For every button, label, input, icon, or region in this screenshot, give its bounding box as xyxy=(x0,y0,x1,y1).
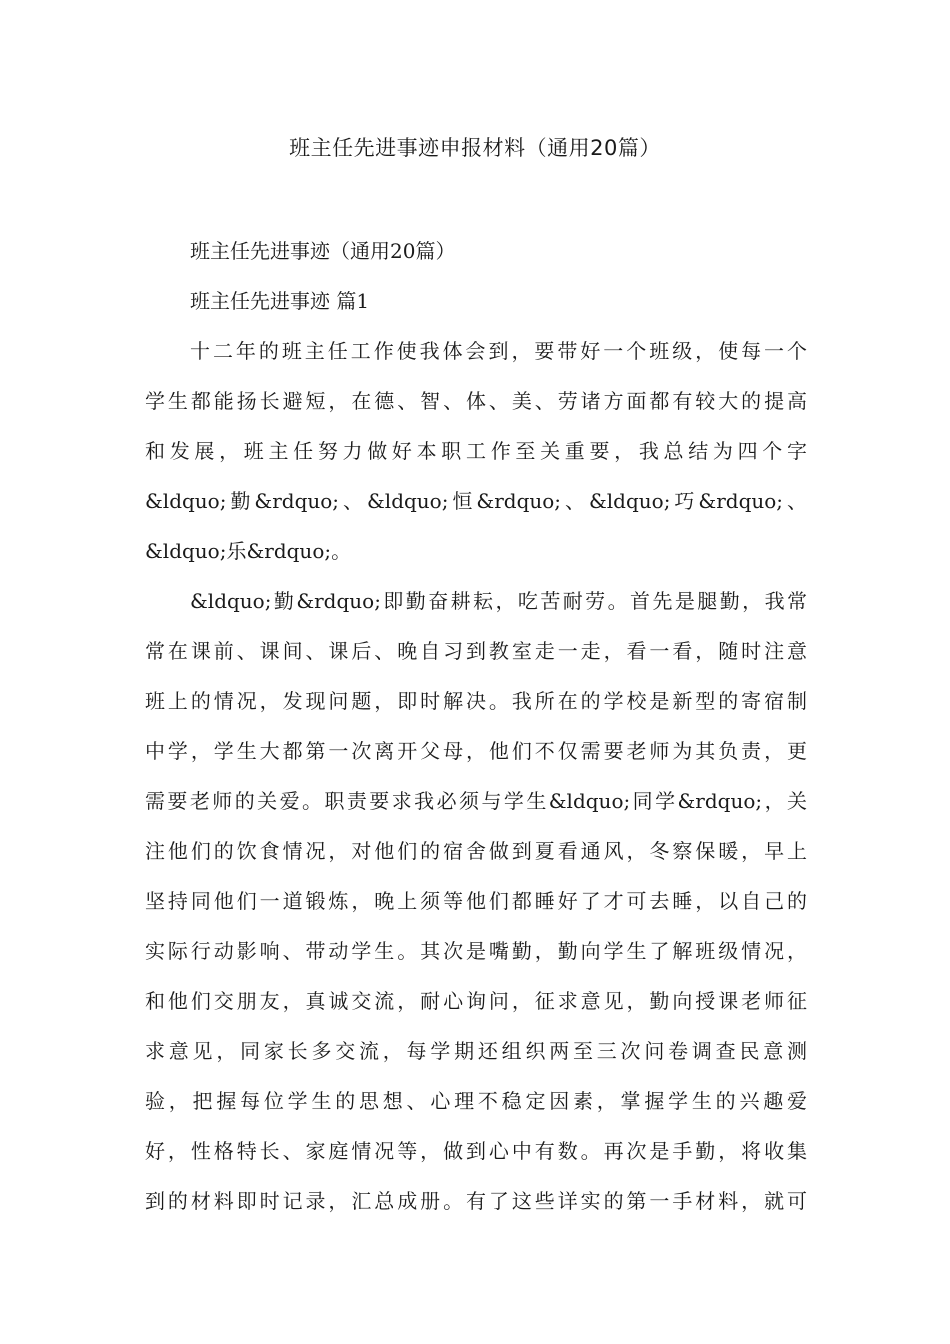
paragraph-line: 学生都能扬长避短，在德、智、体、美、劳诸方面都有较大的提高 xyxy=(145,389,807,413)
paragraph-line: 班上的情况，发现问题，即时解决。我所在的学校是新型的寄宿制 xyxy=(145,689,807,713)
paragraph-line: 好，性格特长、家庭情况等，做到心中有数。再次是手勤，将收集 xyxy=(145,1139,807,1163)
paragraph-line: &ldquo;勤&rdquo;即勤奋耕耘，吃苦耐劳。首先是腿勤，我常 xyxy=(190,589,807,613)
paragraph-line: 和发展，班主任努力做好本职工作至关重要，我总结为四个字 xyxy=(145,439,807,463)
paragraph-line: 十二年的班主任工作使我体会到，要带好一个班级，使每一个 xyxy=(190,339,807,363)
paragraph-line: 常在课前、课间、课后、晚自习到教室走一走，看一看，随时注意 xyxy=(145,639,807,663)
paragraph-line: 到的材料即时记录，汇总成册。有了这些详实的第一手材料，就可 xyxy=(145,1189,807,1213)
paragraph-line: 求意见，同家长多交流，每学期还组织两至三次问卷调查民意测 xyxy=(145,1039,807,1063)
paragraph-line: &ldquo;勤&rdquo;、&ldquo;恒&rdquo;、&ldquo;巧&rdquo;、 xyxy=(145,489,807,513)
section-heading: 班主任先进事迹 篇1 xyxy=(190,289,370,313)
paragraph-line: 坚持同他们一道锻炼，晚上须等他们都睡好了才可去睡，以自己的 xyxy=(145,889,807,913)
paragraph-line: 中学，学生大都第一次离开父母，他们不仅需要老师为其负责，更 xyxy=(145,739,807,763)
paragraph-line: 验，把握每位学生的思想、心理不稳定因素，掌握学生的兴趣爱 xyxy=(145,1089,807,1113)
paragraph-line: &ldquo;乐&rdquo;。 xyxy=(145,539,352,563)
document-body xyxy=(145,226,807,1226)
subtitle-line: 班主任先进事迹（通用20篇） xyxy=(190,239,456,263)
paragraph-line: 需要老师的关爱。职责要求我必须与学生&ldquo;同学&rdquo;，关 xyxy=(145,789,807,813)
document-title: 班主任先进事迹申报材料（通用20篇） xyxy=(289,136,661,160)
paragraph-line: 注他们的饮食情况，对他们的宿舍做到夏看通风，冬察保暖，早上 xyxy=(145,839,807,863)
paragraph-line: 和他们交朋友，真诚交流，耐心询问，征求意见，勤向授课老师征 xyxy=(145,989,807,1013)
paragraph-line: 实际行动影响、带动学生。其次是嘴勤，勤向学生了解班级情况， xyxy=(145,939,807,963)
